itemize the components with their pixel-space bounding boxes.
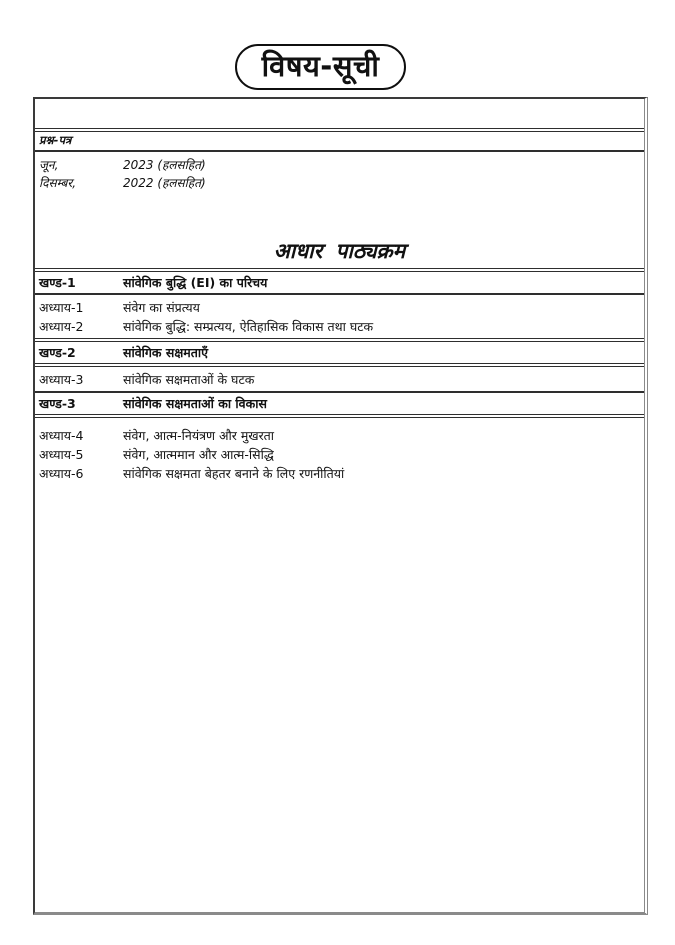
chapter-title: संवेग, आत्ममान और आत्म-सिद्धि [123, 447, 274, 462]
chapter-title: संवेग, आत्म-नियंत्रण और मुखरता [123, 428, 275, 443]
question-paper-month: दिसम्बर, [39, 176, 77, 190]
question-paper-row [39, 158, 640, 176]
section-label: खण्ड-3 [39, 396, 76, 411]
question-paper-year: 2023 (हलसहित) [123, 158, 206, 172]
section-row [35, 338, 644, 367]
chapter-group [35, 295, 644, 338]
chapter-label: अध्याय-2 [39, 319, 84, 334]
chapter-title: संवेग का संप्रत्यय [123, 300, 200, 315]
chapter-label: अध्याय-3 [39, 372, 84, 387]
section-title: सांवेगिक सक्षमताएँ [123, 345, 209, 360]
question-paper-month: जून, [39, 158, 59, 172]
empty-header-band [35, 99, 644, 132]
section-label: खण्ड-1 [39, 275, 76, 290]
question-paper-list [35, 152, 644, 194]
chapter-row [35, 464, 644, 483]
chapter-label: अध्याय-4 [39, 428, 84, 443]
section-row [35, 391, 644, 418]
chapter-label: अध्याय-6 [39, 466, 84, 481]
course-heading: आधार पाठ्यक्रम [273, 239, 406, 263]
chapter-row [35, 317, 644, 336]
chapter-row [35, 298, 644, 317]
chapter-group [35, 423, 644, 485]
page-title: विषय-सूची [261, 48, 380, 83]
page-title-box [235, 44, 406, 90]
chapter-row [35, 426, 644, 445]
question-paper-year: 2022 (हलसहित) [123, 176, 206, 190]
chapter-title: सांवेगिक बुद्धि: सम्प्रत्यय, ऐतिहासिक विकास तथा घटक [123, 319, 374, 334]
section-label: खण्ड-2 [39, 345, 76, 360]
section-title: सांवेगिक बुद्धि (EI) का परिचय [123, 275, 268, 290]
chapter-label: अध्याय-5 [39, 447, 84, 462]
question-paper-row [39, 176, 640, 194]
section-row [35, 268, 644, 295]
chapter-title: सांवेगिक सक्षमता बेहतर बनाने के लिए रणनीतियां [123, 466, 345, 481]
chapter-row [35, 370, 644, 389]
chapter-row [35, 445, 644, 464]
question-paper-header: प्रश्न-पत्र [35, 132, 644, 152]
chapter-label: अध्याय-1 [39, 300, 84, 315]
chapter-group [35, 367, 644, 391]
chapter-title: सांवेगिक सक्षमताओं के घटक [123, 372, 255, 387]
contents-frame [33, 97, 648, 915]
section-title: सांवेगिक सक्षमताओं का विकास [123, 396, 267, 411]
